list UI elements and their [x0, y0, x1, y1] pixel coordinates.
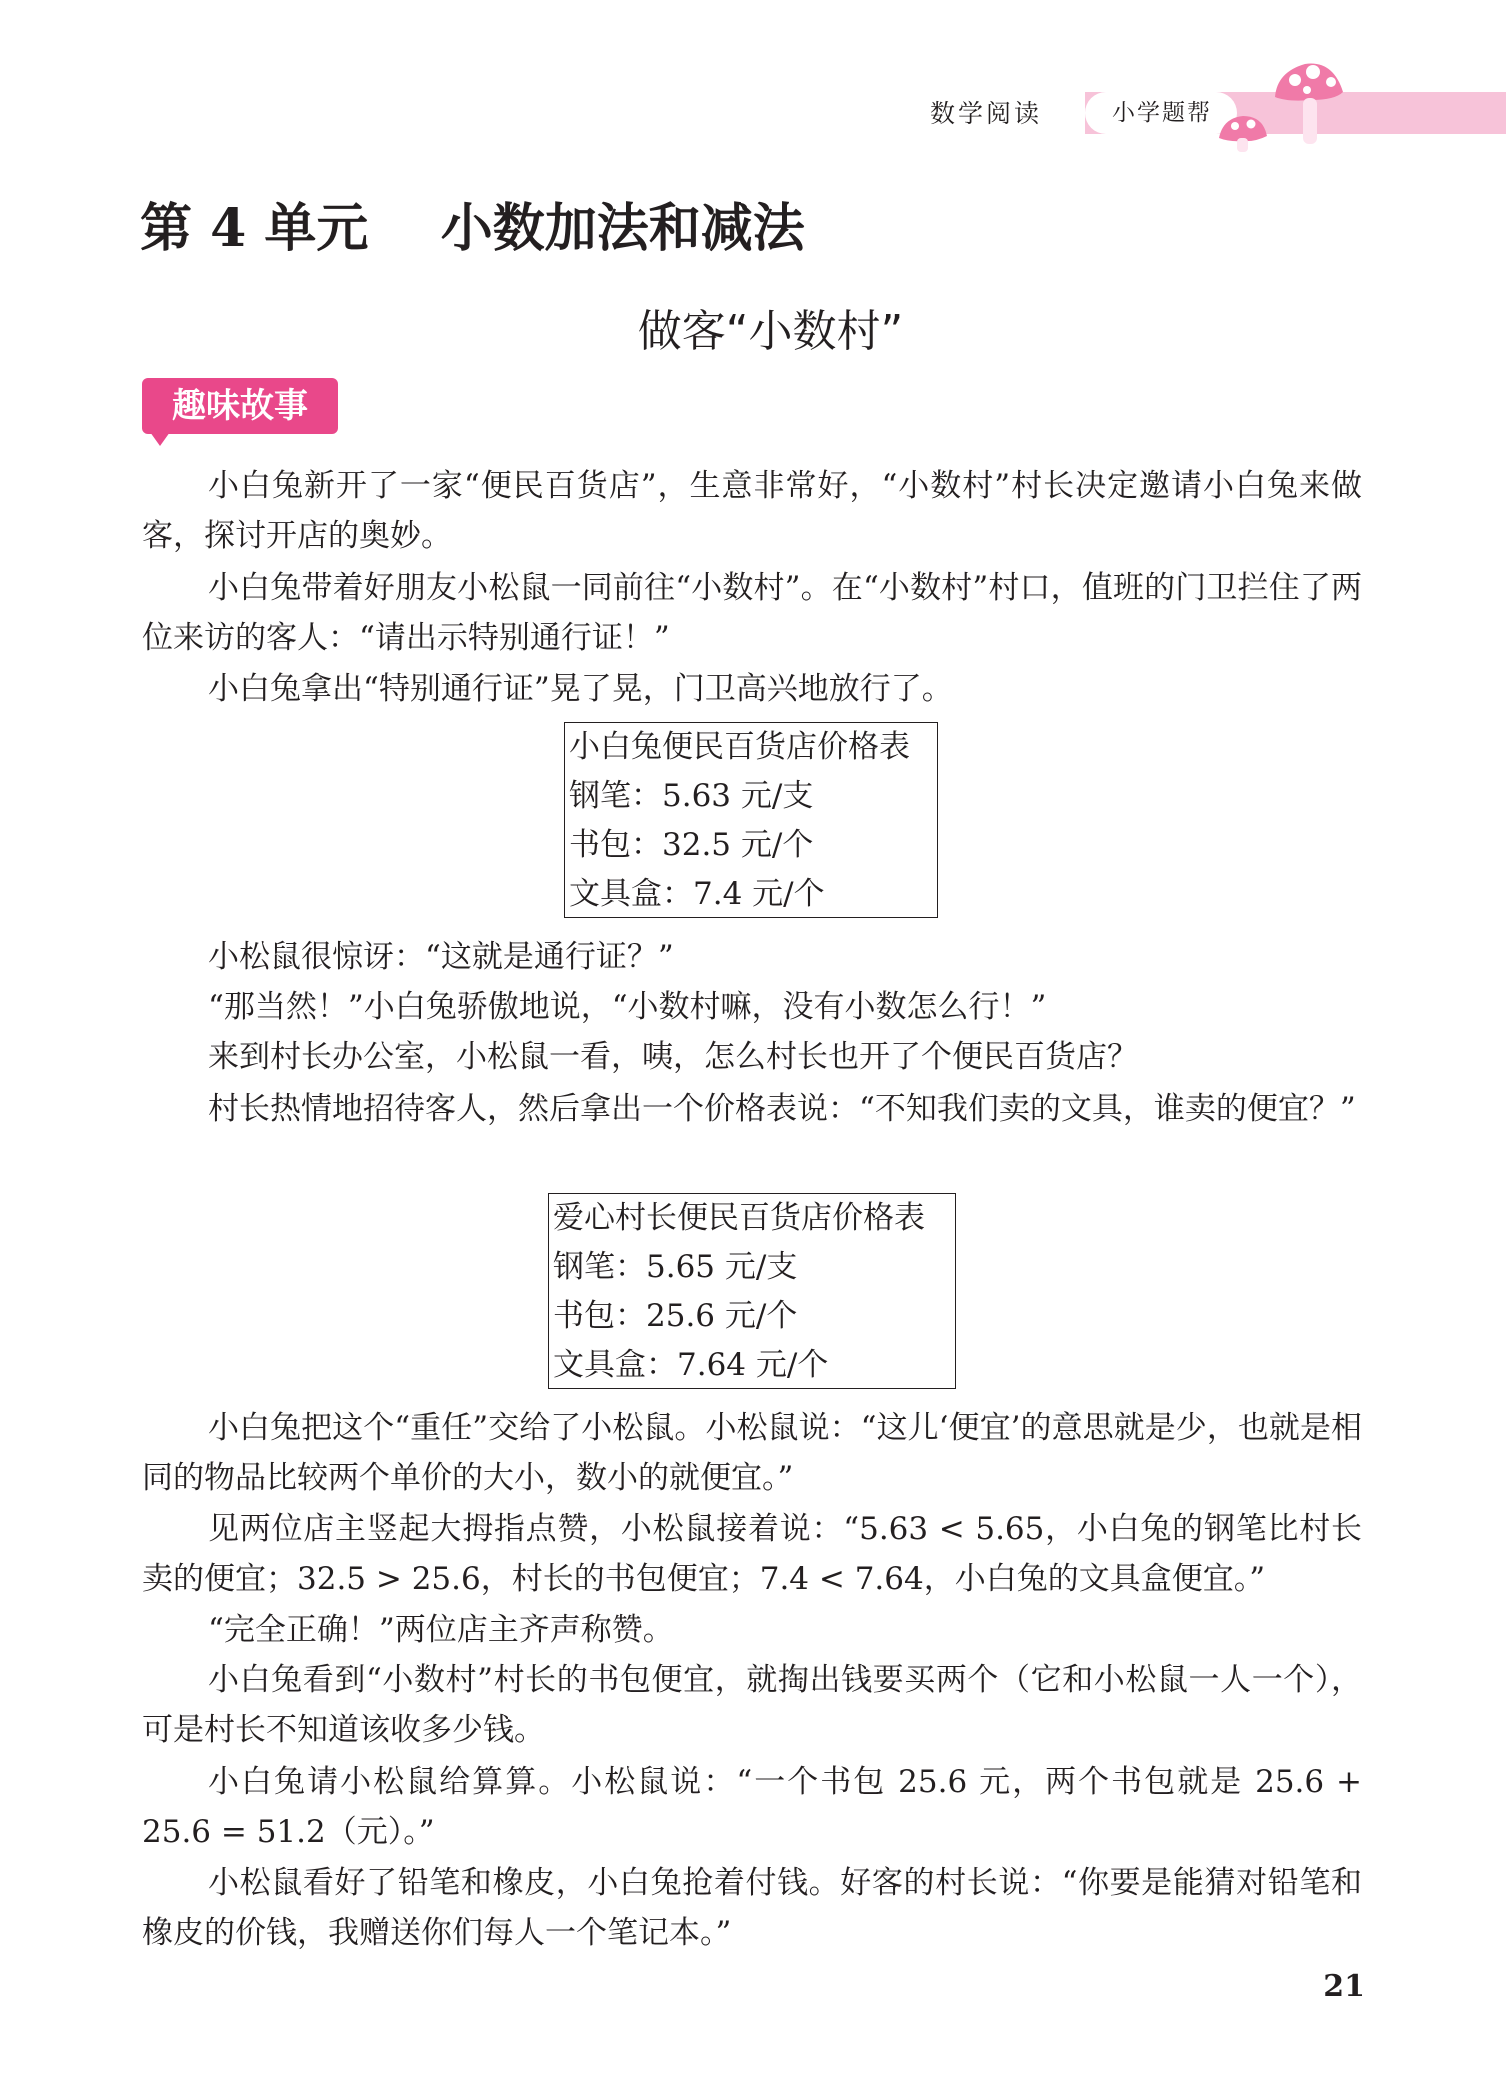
section-badge	[142, 378, 338, 434]
paragraph: 小白兔拿出“特别通行证”晃了晃，门卫高兴地放行了。	[208, 671, 953, 707]
paragraph: “那当然！”小白兔骄傲地说，“小数村嘛，没有小数怎么行！”	[208, 989, 1047, 1025]
paragraph: 小白兔看到“小数村”村长的书包便宜，就掏出钱要买两个（它和小松鼠一人一个），可是村长不知道该收多少钱。	[142, 1662, 1362, 1748]
price-table-title: 爱心村长便民百货店价格表	[553, 1200, 925, 1236]
paragraph: 小松鼠看好了铅笔和橡皮，小白兔抢着付钱。好客的村长说：“你要是能猜对铅笔和橡皮的价钱，我赠送你们每人一个笔记本。”	[142, 1865, 1362, 1951]
paragraph: 小白兔新开了一家“便民百货店”，生意非常好，“小数村”村长决定邀请小白兔来做客，探讨开店的奥妙。	[142, 468, 1362, 554]
price-table-bunny	[564, 722, 938, 918]
price-row: 钢笔：5.63 元/支	[569, 778, 814, 814]
paragraph: 村长热情地招待客人，然后拿出一个价格表说：“不知我们卖的文具，谁卖的便宜？”	[208, 1091, 1356, 1127]
story-title: 做客“小数村”	[637, 306, 904, 357]
header-pill-label: 小学题帮	[1112, 100, 1212, 126]
mushroom-icon	[1215, 52, 1345, 152]
paragraph: 小白兔请小松鼠给算算。小松鼠说：“一个书包 25.6 元，两个书包就是 25.6 + 25.6 = 51.2（元）。”	[142, 1764, 1362, 1850]
paragraph: 来到村长办公室，小松鼠一看，咦，怎么村长也开了个便民百货店？	[208, 1039, 1138, 1075]
price-row: 文具盒：7.64 元/个	[553, 1347, 829, 1383]
paragraph: “完全正确！”两位店主齐声称赞。	[208, 1612, 674, 1648]
page-number: 21	[1323, 1969, 1365, 2004]
price-row: 文具盒：7.4 元/个	[569, 876, 825, 912]
paragraph: 小白兔带着好朋友小松鼠一同前往“小数村”。在“小数村”村口，值班的门卫拦住了两位来访的客人：“请出示特别通行证！”	[142, 570, 1362, 656]
price-row: 书包：25.6 元/个	[553, 1298, 798, 1334]
paragraph: 小松鼠很惊讶：“这就是通行证？”	[208, 939, 674, 975]
paragraph: 小白兔把这个“重任”交给了小松鼠。小松鼠说：“这儿‘便宜’的意思就是少，也就是相同的物品比较两个单价的大小，数小的就便宜。”	[142, 1410, 1362, 1496]
section-badge-label: 趣味故事	[172, 386, 308, 426]
header-section-label: 数学阅读	[930, 99, 1043, 128]
price-table-chief	[548, 1193, 956, 1389]
price-table-title: 小白兔便民百货店价格表	[569, 729, 910, 765]
paragraph: 见两位店主竖起大拇指点赞，小松鼠接着说：“5.63 < 5.65，小白兔的钢笔比村长卖的便宜；32.5 > 25.6，村长的书包便宜；7.4 < 7.64，小白兔的文具盒便宜。”	[142, 1511, 1362, 1597]
price-row: 书包：32.5 元/个	[569, 827, 814, 863]
unit-title: 第 4 单元 小数加法和减法	[140, 198, 805, 259]
price-row: 钢笔：5.65 元/支	[553, 1249, 798, 1285]
